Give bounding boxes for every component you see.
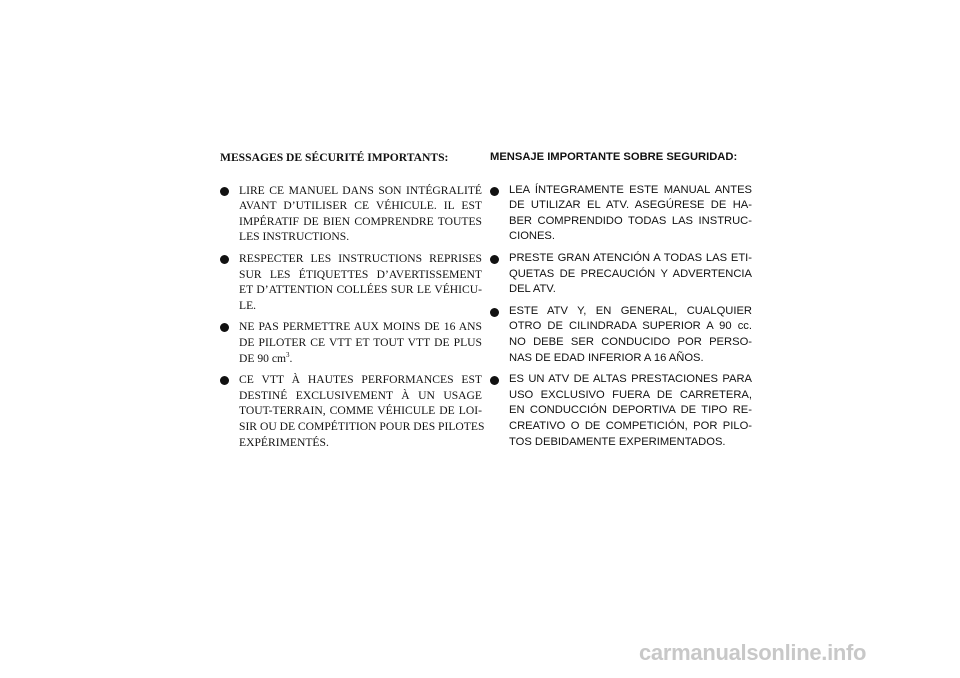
text-line: ES UN ATV DE ALTAS PRESTACIONES PARA — [509, 373, 752, 386]
displacement-text: DE 90 cm — [239, 351, 287, 365]
text-line: DESTINÉ EXCLUSIVEMENT À UN USAGE — [239, 388, 482, 402]
bullet-icon — [490, 255, 499, 264]
list-item — [490, 304, 752, 366]
text-line: LES INSTRUCTIONS. — [239, 230, 350, 244]
bullet-icon — [220, 187, 229, 196]
bullet-icon — [220, 323, 229, 332]
text-line: AVANT D’UTILISER CE VÉHICULE. IL EST — [239, 199, 482, 213]
text-line: SUR LES ÉTIQUETTES D’AVERTISSEMENT — [239, 267, 482, 281]
text-line: EXPÉRIMENTÉS. — [239, 435, 329, 449]
list-item — [220, 319, 482, 366]
text-line: DEL ATV. — [509, 283, 556, 296]
bullet-icon — [490, 308, 499, 317]
text-line: OTRO DE CILINDRADA SUPERIOR A 90 cc. — [509, 320, 752, 333]
text-line: CE VTT À HAUTES PERFORMANCES EST — [239, 373, 482, 387]
bullet-icon — [220, 376, 229, 385]
french-safety-section — [220, 150, 485, 456]
text-line: DE UTILIZAR EL ATV. ASEGÚRESE DE HA- — [509, 199, 752, 212]
text-line: CREATIVO O DE COMPETICIÓN, POR PILO- — [509, 419, 752, 432]
text-line — [239, 351, 482, 367]
text-line: LEA ÍNTEGRAMENTE ESTE MANUAL ANTES — [509, 183, 752, 196]
list-item — [490, 183, 752, 245]
text-line: NO DEBE SER CONDUCIDO POR PERSO- — [509, 335, 752, 348]
text-line: RESPECTER LES INSTRUCTIONS REPRISES — [239, 251, 482, 265]
list-item — [490, 372, 752, 450]
text-line: TOS DEBIDAMENTE EXPERIMENTADOS. — [509, 435, 726, 448]
french-heading: MESSAGES DE SÉCURITÉ IMPORTANTS: — [220, 151, 449, 164]
text-line: IMPÉRATIF DE BIEN COMPRENDRE TOUTES — [239, 214, 482, 228]
text-line: QUETAS DE PRECAUCIÓN Y ADVERTENCIA — [509, 267, 752, 280]
text-line: BER COMPRENDIDO TODAS LAS INSTRUC- — [509, 214, 752, 227]
text-line: SIR OU DE COMPÉTITION POUR DES PILOTES — [239, 419, 485, 433]
period-text: . — [289, 351, 293, 365]
text-line: EN CONDUCCIÓN DEPORTIVA DE TIPO RE- — [509, 404, 752, 417]
text-line: TOUT-TERRAIN, COMME VÉHICULE DE LOI- — [239, 404, 482, 418]
text-line: PRESTE GRAN ATENCIÓN A TODAS LAS ETI- — [509, 251, 752, 264]
list-item — [490, 251, 752, 298]
list-item — [220, 251, 482, 313]
text-line: NAS DE EDAD INFERIOR A 16 AÑOS. — [509, 351, 704, 364]
text-line: LIRE CE MANUEL DANS SON INTÉGRALITÉ — [239, 183, 482, 197]
text-line: DE PILOTER CE VTT ET TOUT VTT DE PLUS — [239, 335, 482, 349]
bullet-icon — [220, 255, 229, 264]
spanish-safety-list — [490, 183, 752, 451]
list-item — [220, 183, 482, 245]
list-item — [220, 372, 485, 450]
text-line: USO EXCLUSIVO FUERA DE CARRETERA, — [509, 388, 752, 401]
text-line: NE PAS PERMETTRE AUX MOINS DE 16 ANS — [239, 320, 482, 334]
text-line: ESTE ATV Y, EN GENERAL, CUALQUIER — [509, 304, 752, 317]
watermark-text: carmanualsonline.info — [639, 640, 867, 665]
spanish-heading: MENSAJE IMPORTANTE SOBRE SEGURIDAD: — [490, 151, 738, 163]
bullet-icon — [490, 376, 499, 385]
french-safety-list — [220, 183, 485, 451]
text-line: LE. — [239, 298, 257, 312]
cubic-superscript: 3 — [286, 350, 290, 359]
text-line: ET D’ATTENTION COLLÉES SUR LE VÉHICU- — [239, 283, 482, 297]
text-line: CIONES. — [509, 230, 556, 243]
spanish-safety-section — [490, 150, 752, 456]
bullet-icon — [490, 187, 499, 196]
